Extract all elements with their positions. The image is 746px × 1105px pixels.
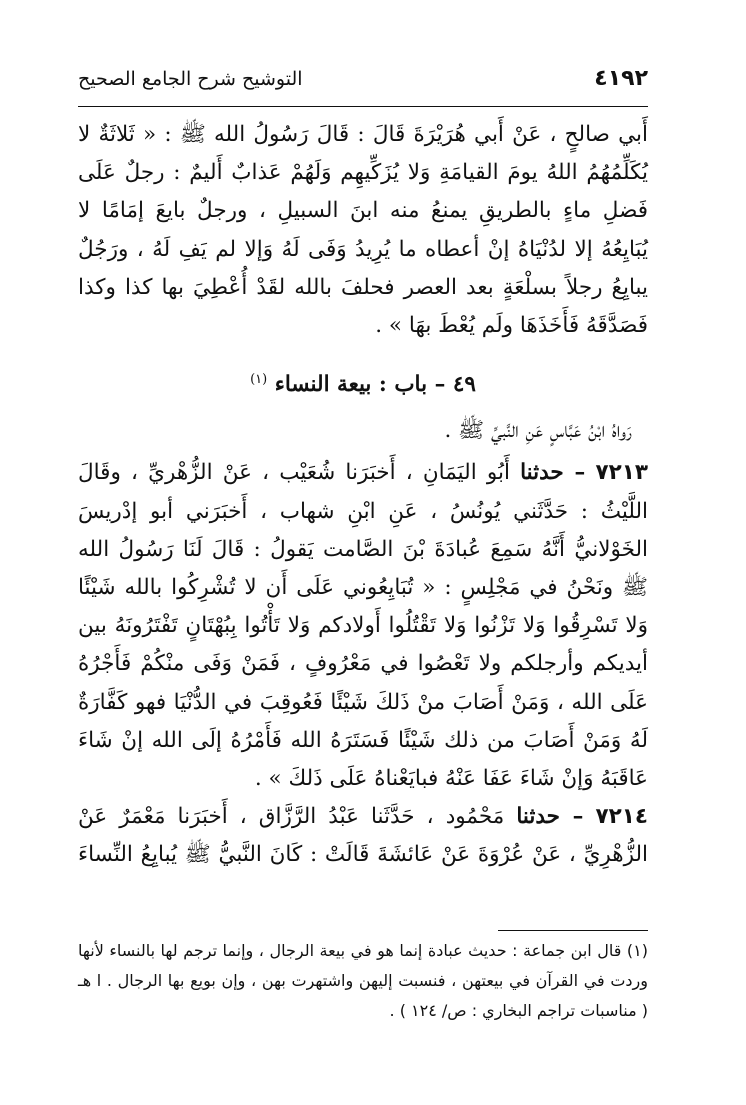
- footnote-divider: [498, 930, 648, 931]
- page-header: [78, 66, 648, 106]
- chapter-heading: [78, 361, 648, 404]
- footnote-reference: (١): [250, 372, 268, 388]
- header-divider: [78, 106, 648, 107]
- hadith-text: أَبُو اليَمَانِ ، أَخبَرَنا شُعَيْب ، عَنْ الزُّهْريِّ ، وقَالَ اللَّيْثُ : حَدَّثَني يُونُسُ ، عَنِ ابْنِ شهاب ، أَخبَرَني أبو إدْريسَ الخَوْلانيُّ أَنَّهُ سَمِعَ عُبادَةَ بْنَ الصَّامت يَقولُ : قَالَ لَنَا رَسُولُ الله ﷺ ونَحْنُ في مَجْلِسٍ : « تُبَايِعُوني عَلَى أَن لا تُشْرِكُوا بالله شَيْئًا وَلا تَسْرِقُوا وَلا تَزْنُوا وَلا تَقْتُلُوا أَولادكم وَلا تَأْتُوا بِبُهْتَانٍ تَفْتَرُونَهُ بين أيديكم وأرجلكم ولا تَعْصُوا في مَعْرُوفٍ ، فَمَنْ وَفَى منْكُمْ فَأَجْرُهُ عَلَى الله ، وَمَنْ أَصَابَ منْ ذَلكَ شَيْئًا فَعُوقِبَ في الدُّنْيَا فهو كَفَّارَةٌ لَهُ وَمَنْ أَصَابَ من ذلك شَيْئًا فَسَتَرَهُ الله فَأَمْرُهُ إلَى الله إنْ شَاءَ عَاقَبَهُ وَإنْ شَاءَ عَفَا عَنْهُ فبايَعْناهُ عَلَى ذَلكَ » .: [78, 460, 648, 791]
- hadith-intro: – حدثنا: [516, 804, 584, 830]
- paragraph-continuation: أَبي صالحٍ ، عَنْ أَبي هُرَيْرَةَ قَالَ : قَالَ رَسُولُ الله ﷺ : « ثَلاثَةٌ لا يُكَلِّمُهُمُ اللهُ يومَ القيامَةِ وَلا يُزَكِّيهِم وَلَهُمْ عَذابٌ أَليمٌ : رجلٌ عَلَى فَضلِ ماءٍ بالطريقِ يمنعُ منه ابنَ السبيلِ ، ورجلٌ بايعَ إمَامًا لا يُبَايِعُهُ إلا لدُنْيَاهُ إنْ أعطاه ما يُرِيدُ وَفَى لَهُ وَإلا لم يَفِ لَهُ ، ورَجُلٌ يبايِعُ رجلاً بسلْعَةٍ بعد العصر فحلفَ بالله لقَدْ أُعْطِيَ بها كذا وكذا فَصَدَّقَهُ فَأَخَذَهَا ولَم يُعْطَ بهَا » .: [78, 122, 648, 339]
- running-title: التوشيح شرح الجامع الصحيح: [78, 68, 303, 90]
- footnote-1: (١) قال ابن جماعة : حديث عبادة إنما هو في بيعة الرجال ، وإنما ترجم لها بالنساء لأنها وردت في القرآن في بيعتهن ، فنسبت إليهن واشتهرت بهن ، وإن بويع بها الرجال . ا هـ ( مناسبات تراجم البخاري : ص/ ١٢٤ ) .: [78, 941, 648, 1020]
- hadith-text: مَحْمُود ، حَدَّثَنا عَبْدُ الرَّزَّاق ، أَخبَرَنا مَعْمَرٌ عَنْ الزُّهْرِيِّ ، عَنْ عُرْوَةَ عَنْ عَائشَةَ قَالَتْ : كَانَ النَّبيُّ ﷺ يُبايِعُ النِّساءَ: [78, 804, 648, 868]
- hadith-7213: [78, 454, 648, 798]
- hadith-number: ٧٢١٣: [595, 460, 648, 486]
- chapter-title: ٤٩ – باب : بيعة النساء: [274, 372, 476, 398]
- hadith-7214: [78, 798, 648, 874]
- page-number: ٤١٩٢: [594, 66, 648, 91]
- footnotes: [78, 936, 648, 1026]
- riwaya-line: رَواهُ ابْنُ عَبَّاسٍ عَنِ النَّبيِّ ﷺ .: [444, 418, 632, 444]
- hadith-intro: – حدثنا: [520, 460, 586, 486]
- page-body: [78, 116, 648, 875]
- hadith-number: ٧٢١٤: [595, 804, 648, 830]
